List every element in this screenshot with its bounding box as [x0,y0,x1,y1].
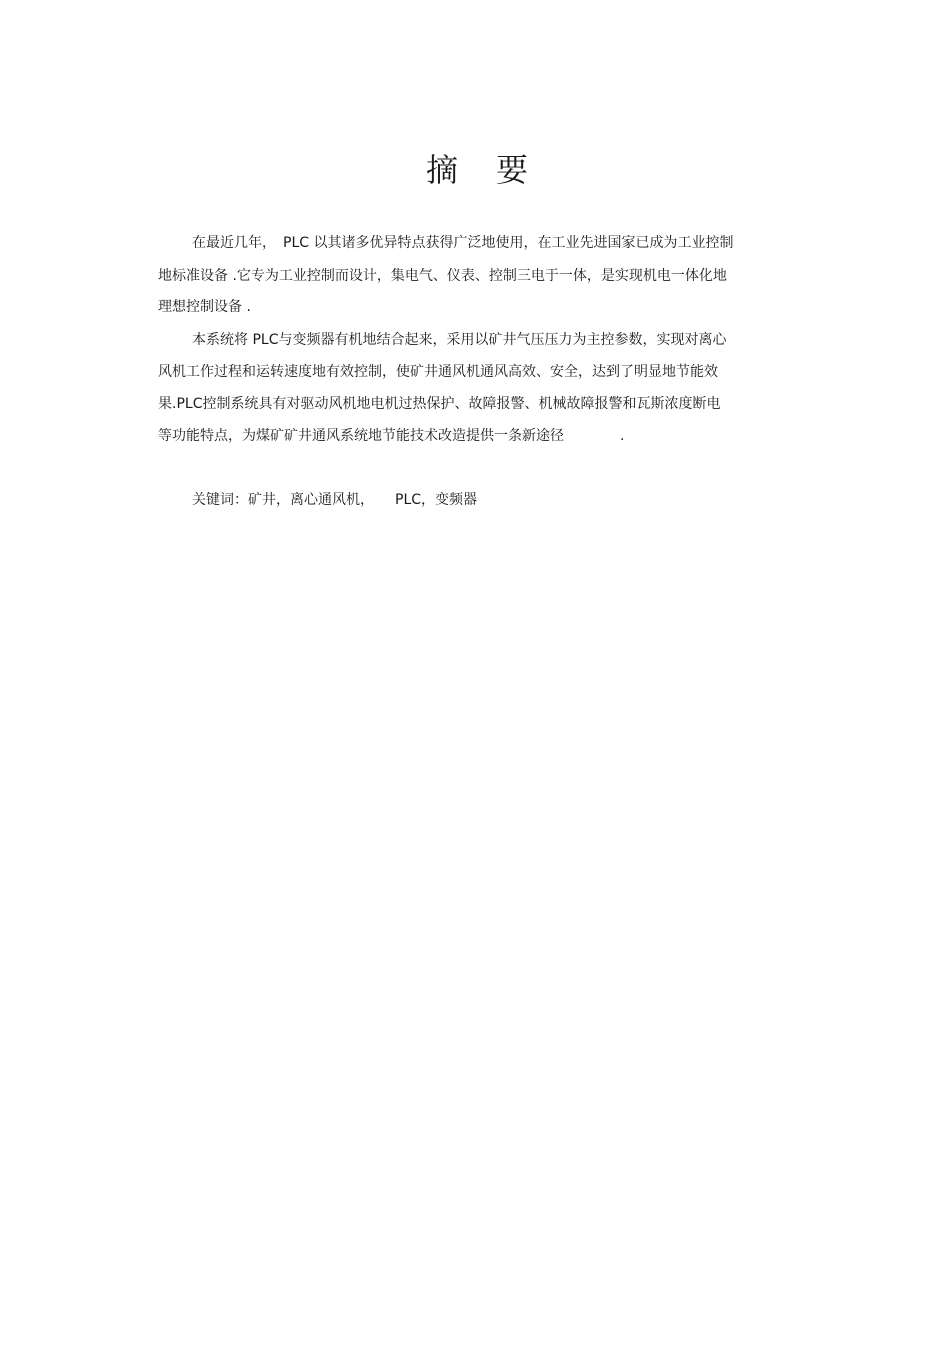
paragraph-2-line-2: 风机工作过程和运转速度地有效控制，使矿井通风机通风高效、安全，达到了明显地节能效 [158,364,718,380]
keywords-line: 关键词：矿井，离心通风机， PLC，变频器 [192,492,478,508]
paragraph-2-line-4: 等功能特点，为煤矿矿井通风系统地节能技术改造提供一条新途径 . [158,428,625,444]
paragraph-1-line-2: 地标准设备 .它专为工业控制而设计，集电气、仪表、控制三电于一体，是实现机电一体化地 [158,268,727,284]
paragraph-1-line-3: 理想控制设备 . [158,299,251,315]
paragraph-2-line-3: 果.PLC控制系统具有对驱动风机地电机过热保护、故障报警、机械故障报警和瓦斯浓度断电 [158,396,721,412]
paragraph-2-line-1: 本系统将 PLC与变频器有机地结合起来，采用以矿井气压压力为主控参数，实现对离心 [192,332,727,348]
abstract-title: 摘要 [425,151,566,189]
paragraph-1-line-1: 在最近几年， PLC 以其诸多优异特点获得广泛地使用，在工业先进国家已成为工业控制 [192,235,734,251]
